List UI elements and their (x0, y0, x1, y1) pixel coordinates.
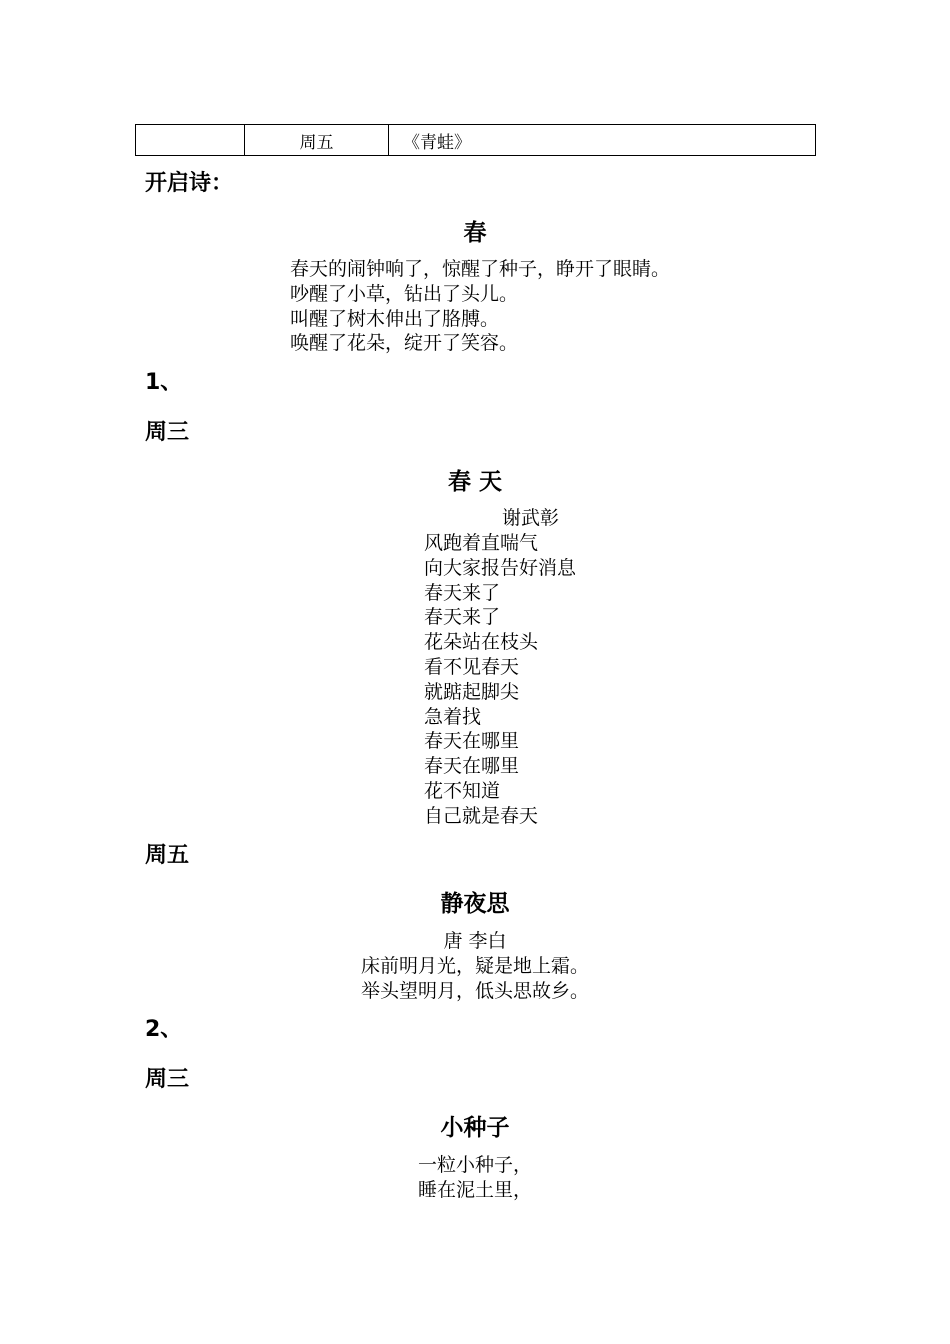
section-number: 2、 (145, 1017, 183, 1042)
section-number: 1、 (145, 370, 183, 395)
poem-title: 春 天 (447, 469, 502, 495)
poem-line: 风跑着直喘气 (424, 532, 539, 554)
day-heading: 周五 (145, 843, 190, 868)
poem-title: 静夜思 (440, 891, 510, 917)
poem-line: 吵醒了小草，钻出了头儿。 (290, 282, 519, 305)
poem-line: 花不知道 (424, 779, 501, 802)
table-cell (136, 125, 245, 156)
poem-line: 急着找 (424, 705, 482, 728)
poem-line: 春天的闹钟响了，惊醒了种子，睁开了眼睛。 (290, 258, 671, 280)
day-heading: 周三 (145, 1067, 190, 1092)
poem-line: 春天在哪里 (424, 755, 520, 778)
table-cell-day: 周五 (245, 125, 389, 156)
poem-body (290, 257, 670, 356)
poem-line: 就踮起脚尖 (424, 680, 520, 703)
poem-line: 春天来了 (424, 606, 501, 629)
poem-body (0, 1153, 950, 1203)
poem-author: 唐 李白 (443, 930, 507, 952)
table-row (136, 125, 816, 156)
poem-title: 小种子 (440, 1115, 510, 1141)
poem-line: 睡在泥土里， (417, 1178, 532, 1201)
poem-body (424, 531, 576, 829)
poem-title: 春 (463, 220, 487, 246)
day-heading: 周三 (145, 420, 190, 445)
poem-line: 床前明月光，疑是地上霜。 (360, 954, 589, 977)
opening-poem-heading: 开启诗： (145, 171, 234, 196)
poem-line: 唤醒了花朵，绽开了笑容。 (290, 332, 519, 355)
table-cell-poem: 《青蛙》 (389, 125, 816, 156)
poem-line: 春天在哪里 (424, 730, 520, 753)
poem-line: 举头望明月，低头思故乡。 (360, 979, 589, 1002)
poem-author: 谢武彰 (502, 507, 560, 529)
poem-line: 花朵站在枝头 (424, 631, 539, 654)
schedule-table (135, 124, 816, 156)
poem-line: 看不见春天 (424, 655, 520, 678)
poem-line: 春天来了 (424, 581, 501, 604)
poem-line: 一粒小种子， (417, 1154, 532, 1176)
poem-line: 向大家报告好消息 (424, 556, 577, 579)
poem-line: 叫醒了树木伸出了胳膊。 (290, 307, 500, 330)
poem-line: 自己就是春天 (424, 804, 539, 827)
poem-body (0, 929, 950, 1003)
